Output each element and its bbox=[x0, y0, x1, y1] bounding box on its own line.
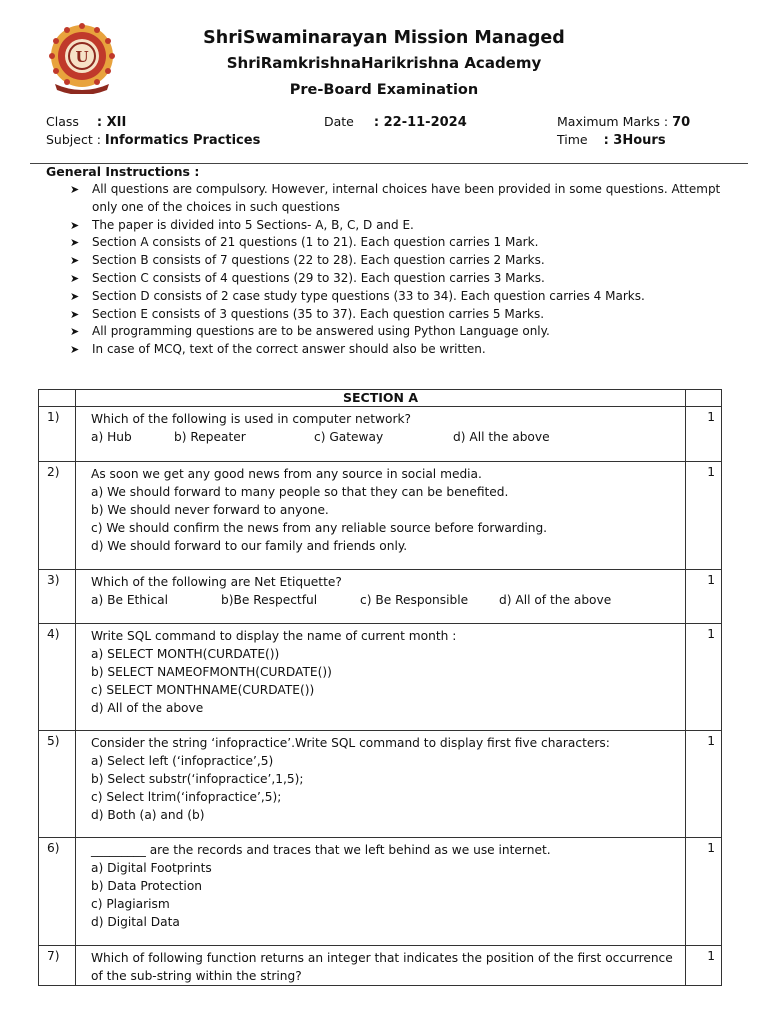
date-label: Date bbox=[324, 114, 354, 129]
question-row bbox=[39, 462, 722, 570]
arrow-bullet-icon: ➤ bbox=[70, 183, 80, 196]
instruction-item: ➤ Section E consists of 3 questions (35 to 37). Each question carries 5 Marks. bbox=[70, 306, 730, 324]
option: a) We should forward to many people so that they can be benefited. bbox=[91, 485, 509, 499]
arrow-bullet-icon: ➤ bbox=[70, 307, 80, 321]
option: c) Select ltrim(‘infopractice’,5); bbox=[91, 790, 282, 804]
option: b)Be Respectful bbox=[221, 593, 318, 607]
option: a) SELECT MONTH(CURDATE()) bbox=[91, 647, 280, 661]
option: c) We should confirm the news from any reliable source before forwarding. bbox=[91, 521, 548, 535]
svg-text:U: U bbox=[75, 48, 89, 66]
question-marks: 1 bbox=[686, 838, 722, 946]
question-text: Which of following function returns an integer that indicates the position of the first occurrence of the sub-string within the string? bbox=[91, 951, 673, 983]
max-marks-field bbox=[557, 114, 690, 130]
option: a) Digital Footprints bbox=[91, 861, 212, 875]
option: c) SELECT MONTHNAME(CURDATE()) bbox=[91, 683, 315, 697]
option: c) Gateway bbox=[314, 430, 384, 444]
question-marks: 1 bbox=[686, 624, 722, 731]
instruction-item: ➤ The paper is divided into 5 Sections- A, B, C, D and E. bbox=[70, 217, 730, 235]
instruction-item: ➤ In case of MCQ, text of the correct answer should also be written. bbox=[70, 341, 730, 359]
class-field bbox=[46, 114, 126, 130]
question-marks: 1 bbox=[686, 407, 722, 462]
question-row bbox=[39, 624, 722, 731]
date-field bbox=[324, 114, 467, 130]
question-marks: 1 bbox=[686, 570, 722, 624]
class-value: : XII bbox=[96, 115, 127, 130]
instruction-item: ➤ All programming questions are to be answered using Python Language only. bbox=[70, 323, 730, 341]
question-row bbox=[39, 570, 722, 624]
question-text: Which of the following are Net Etiquette? bbox=[91, 575, 342, 589]
option: c) Be Responsible bbox=[360, 593, 469, 607]
section-header-row bbox=[39, 390, 722, 407]
instruction-item: ➤ Section D consists of 2 case study type questions (33 to 34). Each question carries 4 Marks. bbox=[70, 288, 730, 306]
school-name: ShriSwaminarayan Mission Managed bbox=[203, 28, 565, 48]
instruction-item: ➤ All questions are compulsory. However, internal choices have been provided in some questions. Attempt only one of the choices in such questions bbox=[70, 182, 721, 214]
question-text: Write SQL command to display the name of current month : bbox=[91, 629, 457, 643]
section-title: SECTION A bbox=[76, 390, 686, 407]
option: d) Both (a) and (b) bbox=[91, 808, 205, 822]
academy-name: ShriRamkrishnaHarikrishna Academy bbox=[226, 54, 542, 72]
option: b) We should never forward to anyone. bbox=[91, 503, 329, 517]
question-row bbox=[39, 407, 722, 462]
option: d) All the above bbox=[453, 430, 550, 444]
question-marks: 1 bbox=[686, 946, 722, 986]
instruction-item: ➤ Section C consists of 4 questions (29 to 32). Each question carries 3 Marks. bbox=[70, 270, 730, 288]
arrow-bullet-icon: ➤ bbox=[70, 236, 80, 250]
max-marks-label: Maximum Marks : bbox=[557, 114, 669, 129]
time-value: : 3Hours bbox=[603, 133, 666, 148]
date-value: : 22-11-2024 bbox=[373, 115, 467, 130]
max-marks-value: 70 bbox=[672, 115, 691, 130]
subject-label: Subject : bbox=[46, 132, 101, 147]
option: b) Data Protection bbox=[91, 879, 202, 893]
exam-name: Pre-Board Examination bbox=[289, 82, 479, 98]
option: a) Be Ethical bbox=[91, 593, 168, 607]
question-number: 2) bbox=[39, 462, 76, 570]
time-field bbox=[557, 132, 666, 148]
question-number: 5) bbox=[39, 731, 76, 838]
question-text: As soon we get any good news from any source in social media. bbox=[91, 467, 482, 481]
option: a) Select left (‘infopractice’,5) bbox=[91, 754, 274, 768]
option: d) We should forward to our family and friends only. bbox=[91, 539, 408, 553]
option: d) All of the above bbox=[499, 593, 612, 607]
question-row bbox=[39, 731, 722, 838]
question-text: _________ are the records and traces that we left behind as we use internet. bbox=[91, 843, 551, 857]
instructions-list bbox=[70, 181, 730, 359]
section-a-table bbox=[38, 389, 722, 986]
question-number: 3) bbox=[39, 570, 76, 624]
option: b) Repeater bbox=[174, 430, 246, 444]
question-number: 1) bbox=[39, 407, 76, 462]
option: c) Plagiarism bbox=[91, 897, 170, 911]
question-number: 4) bbox=[39, 624, 76, 731]
instruction-item: ➤ Section B consists of 7 questions (22 to 28). Each question carries 2 Marks. bbox=[70, 252, 730, 270]
question-number: 7) bbox=[39, 946, 76, 986]
arrow-bullet-icon: ➤ bbox=[70, 271, 80, 285]
question-text: Which of the following is used in computer network? bbox=[91, 412, 412, 426]
arrow-bullet-icon: ➤ bbox=[70, 218, 80, 232]
instruction-item: ➤ Section A consists of 21 questions (1 to 21). Each question carries 1 Mark. bbox=[70, 234, 730, 252]
arrow-bullet-icon: ➤ bbox=[70, 325, 80, 339]
option: b) SELECT NAMEOFMONTH(CURDATE()) bbox=[91, 665, 332, 679]
question-row bbox=[39, 946, 722, 986]
question-row bbox=[39, 838, 722, 946]
question-marks: 1 bbox=[686, 462, 722, 570]
option: d) Digital Data bbox=[91, 915, 180, 929]
subject-value: Informatics Practices bbox=[104, 133, 261, 148]
question-number: 6) bbox=[39, 838, 76, 946]
arrow-bullet-icon: ➤ bbox=[70, 289, 80, 303]
arrow-bullet-icon: ➤ bbox=[70, 254, 80, 268]
time-label: Time bbox=[557, 132, 588, 147]
question-marks: 1 bbox=[686, 731, 722, 838]
option: d) All of the above bbox=[91, 701, 204, 715]
option: b) Select substr(‘infopractice’,1,5); bbox=[91, 772, 304, 786]
question-text: Consider the string ‘infopractice’.Write SQL command to display first five characters: bbox=[91, 736, 610, 750]
instructions-heading: General Instructions : bbox=[46, 164, 200, 179]
subject-field bbox=[46, 132, 260, 148]
option: a) Hub bbox=[91, 430, 132, 444]
class-label: Class bbox=[46, 114, 79, 129]
arrow-bullet-icon: ➤ bbox=[70, 343, 80, 357]
